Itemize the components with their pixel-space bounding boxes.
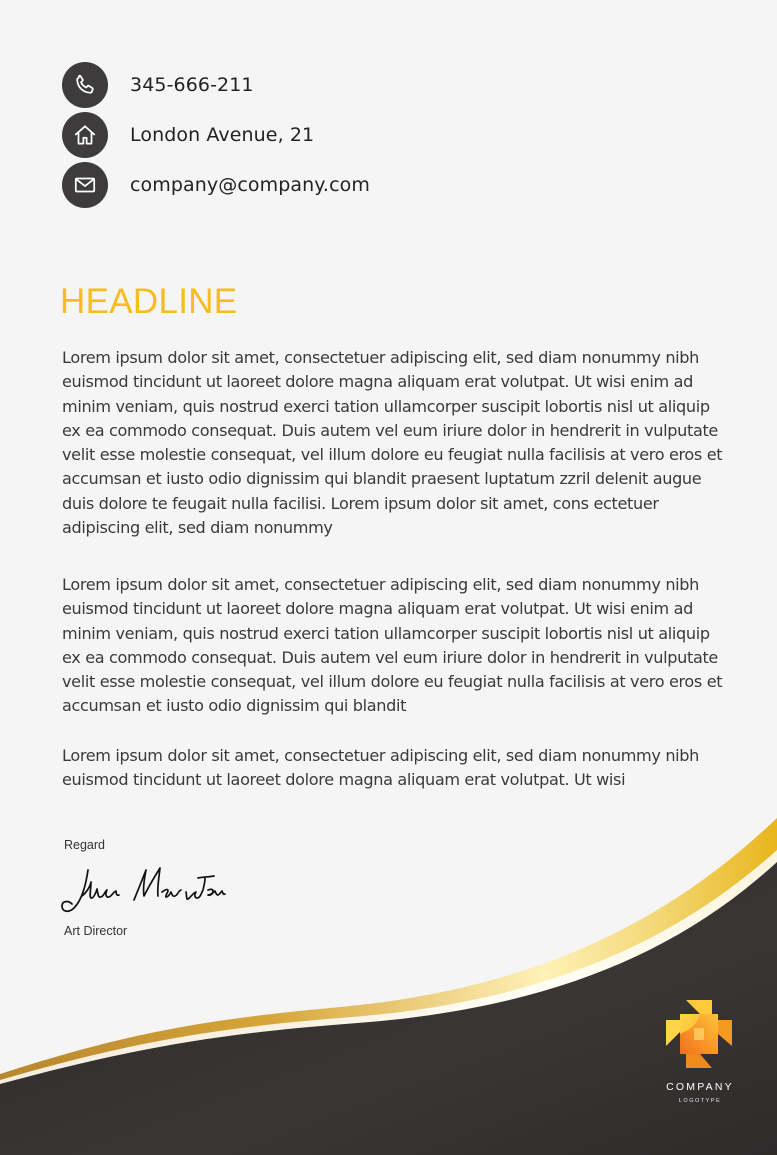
contact-phone-text: 345-666-211 <box>130 74 254 96</box>
role-label: Art Director <box>64 924 128 938</box>
company-logo-icon <box>664 998 734 1070</box>
company-tagline: LOGOTYPE <box>678 1098 722 1104</box>
contact-email-text: company@company.com <box>130 174 370 196</box>
regard-label: Regard <box>64 838 105 852</box>
contact-address-text: London Avenue, 21 <box>130 124 315 146</box>
body-paragraph-3: Lorem ipsum dolor sit amet, consectetuer adipiscing elit, sed diam nonummy nibh euismod tincidunt ut laoreet dolore magna aliquam erat volutpat. Ut wisi <box>62 746 700 790</box>
company-name: COMPANY <box>666 1081 734 1093</box>
headline: HEADLINE <box>60 282 238 321</box>
body-paragraph-1: Lorem ipsum dolor sit amet, consectetuer adipiscing elit, sed diam nonummy nibh euismod tincidunt ut laoreet dolore magna aliquam erat volutpat. Ut wisi enim ad minim veniam, quis nostrud exerci tation ullamcorper suscipit lobortis nisl ut aliquip ex ea commodo consequat. Duis autem vel eum iriure dolor in hendrerit in vulputate velit esse molestie consequat, vel illum dolore eu feugiat nulla facilisis at vero eros et accumsan et iusto odio dignissim qui blandit praesent luptatum zzril delenit augue duis dolore te feugait nulla facilisi. Lorem ipsum dolor sit amet, cons ectetuer adipiscing elit, sed diam nonummy <box>62 348 723 538</box>
body-paragraph-2: Lorem ipsum dolor sit amet, consectetuer adipiscing elit, sed diam nonummy nibh euismod tincidunt ut laoreet dolore magna aliquam erat volutpat. Ut wisi enim ad minim veniam, quis nostrud exerci tation ullamcorper suscipit lobortis nisl ut aliquip ex ea commodo consequat. Duis autem vel eum iriure dolor in hendrerit in vulputate velit esse molestie consequat, vel illum dolore eu feugiat nulla facilisis at vero eros et accumsan et iusto odio dignissim qui blandit <box>62 575 723 716</box>
